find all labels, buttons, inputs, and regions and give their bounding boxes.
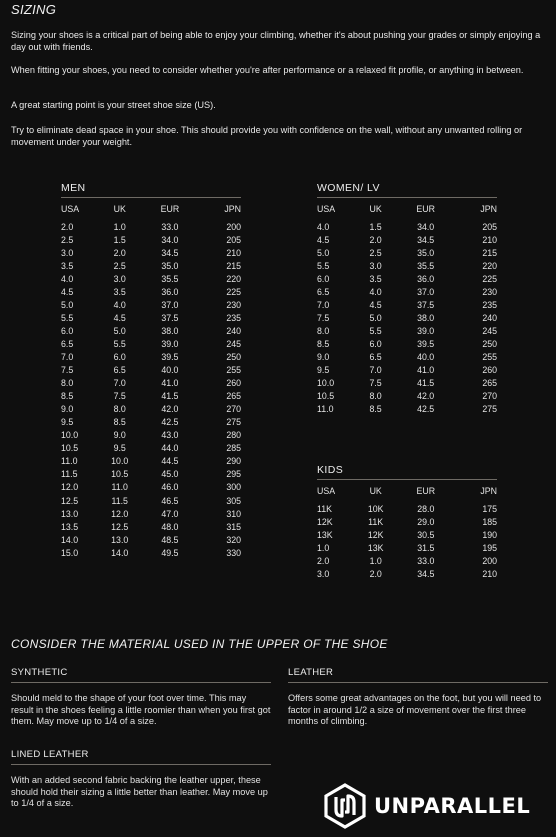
column-header: UK	[369, 204, 382, 214]
synthetic-divider	[11, 682, 271, 683]
table-cell: 5.0	[61, 299, 74, 310]
table-cell: 310	[226, 508, 241, 519]
brand-name: UNPARALLEL	[374, 794, 531, 818]
table-cell: 230	[482, 286, 497, 297]
women-size-section	[317, 182, 497, 416]
table-cell: 13K	[367, 542, 384, 553]
lined-leather-section	[11, 749, 271, 810]
table-cell: 39.5	[161, 351, 179, 362]
table-row	[61, 494, 241, 507]
table-row	[61, 546, 241, 559]
table-cell: 210	[226, 247, 241, 258]
table-cell: 30.5	[417, 529, 435, 540]
column-header: JPN	[480, 204, 497, 214]
table-cell: 255	[226, 365, 241, 376]
table-cell: 11.0	[111, 482, 128, 493]
table-cell: 265	[482, 378, 497, 389]
kids-size-table	[317, 480, 497, 580]
table-cell: 220	[226, 273, 241, 284]
table-cell: 280	[226, 430, 241, 441]
table-cell: 235	[482, 299, 497, 310]
sizing-paragraph-1: Sizing your shoes is a critical part of being able to enjoy your climbing, whether it's about pushing your grades or simply enjoying a day out with friends.	[11, 30, 541, 52]
men-table-title: MEN	[61, 182, 86, 194]
table-row	[317, 272, 497, 285]
table-cell: 11.0	[317, 404, 334, 415]
table-cell: 34.5	[417, 568, 435, 579]
table-row	[61, 429, 241, 442]
table-cell: 3.5	[113, 286, 126, 297]
table-cell: 12K	[367, 529, 384, 540]
table-cell: 37.0	[417, 286, 435, 297]
table-row	[61, 337, 241, 350]
column-header: UK	[113, 204, 126, 214]
table-cell: 7.5	[113, 391, 126, 402]
table-cell: 250	[226, 351, 241, 362]
table-cell: 305	[226, 495, 241, 506]
table-row	[317, 403, 497, 416]
table-cell: 3.0	[369, 260, 382, 271]
table-cell: 37.5	[161, 312, 179, 323]
table-cell: 14.0	[61, 534, 79, 545]
table-cell: 330	[226, 547, 241, 558]
table-cell: 12.5	[111, 521, 129, 532]
table-cell: 12.0	[111, 508, 129, 519]
table-cell: 46.0	[161, 482, 179, 493]
table-cell: 4.5	[369, 299, 382, 310]
synthetic-section	[11, 667, 271, 728]
table-cell: 34.0	[417, 221, 435, 232]
table-cell: 7.5	[61, 365, 74, 376]
table-row	[61, 481, 241, 494]
table-row	[317, 541, 497, 554]
table-cell: 2.0	[317, 555, 330, 566]
table-cell: 33.0	[417, 555, 435, 566]
table-cell: 13.5	[61, 521, 79, 532]
table-cell: 195	[482, 542, 497, 553]
column-header: USA	[61, 204, 80, 214]
table-cell: 10.0	[111, 456, 129, 467]
table-cell: 10.5	[111, 469, 129, 480]
table-cell: 2.0	[369, 234, 382, 245]
table-cell: 9.5	[61, 417, 74, 428]
table-cell: 225	[226, 286, 241, 297]
table-cell: 11.5	[61, 469, 78, 480]
table-cell: 10.5	[61, 443, 79, 454]
women-size-table	[317, 198, 497, 416]
table-cell: 205	[226, 234, 241, 245]
table-cell: 35.5	[161, 273, 179, 284]
table-cell: 9.0	[61, 404, 74, 415]
table-cell: 235	[226, 312, 241, 323]
table-row	[317, 377, 497, 390]
table-row	[61, 350, 241, 363]
table-cell: 275	[226, 417, 241, 428]
table-cell: 205	[482, 221, 497, 232]
table-cell: 8.0	[369, 391, 382, 402]
table-row	[61, 533, 241, 546]
table-cell: 40.0	[417, 351, 435, 362]
table-row	[61, 324, 241, 337]
table-cell: 245	[482, 325, 497, 336]
table-cell: 265	[226, 391, 241, 402]
table-cell: 10.0	[317, 378, 335, 389]
column-header: JPN	[480, 486, 497, 496]
table-cell: 200	[226, 221, 241, 232]
table-cell: 5.0	[369, 312, 382, 323]
table-cell: 6.0	[113, 351, 126, 362]
table-cell: 290	[226, 456, 241, 467]
table-cell: 295	[226, 469, 241, 480]
table-cell: 5.5	[317, 260, 330, 271]
table-row	[317, 246, 497, 259]
table-row	[317, 515, 497, 528]
unparallel-shield-logo-icon	[322, 783, 368, 829]
table-cell: 2.0	[369, 568, 382, 579]
table-cell: 12K	[317, 516, 333, 527]
table-row	[61, 272, 241, 285]
table-cell: 35.5	[417, 260, 435, 271]
column-header: EUR	[160, 204, 180, 214]
table-cell: 2.5	[369, 247, 382, 258]
table-row	[317, 337, 497, 350]
table-cell: 39.5	[417, 338, 435, 349]
table-cell: 2.0	[61, 221, 74, 232]
table-cell: 5.0	[113, 325, 126, 336]
table-cell: 4.5	[61, 286, 74, 297]
column-header: JPN	[224, 204, 241, 214]
table-cell: 37.5	[417, 299, 435, 310]
table-row	[317, 364, 497, 377]
synthetic-title: SYNTHETIC	[11, 667, 68, 678]
table-cell: 285	[226, 443, 241, 454]
table-row	[317, 233, 497, 246]
table-row	[61, 285, 241, 298]
table-cell: 4.0	[113, 299, 126, 310]
table-cell: 1.0	[369, 555, 382, 566]
table-cell: 43.0	[161, 430, 179, 441]
table-row	[61, 220, 241, 233]
table-cell: 6.0	[61, 325, 74, 336]
table-row	[317, 502, 497, 515]
column-header: EUR	[416, 486, 436, 496]
table-cell: 45.0	[161, 469, 179, 480]
table-cell: 36.0	[417, 273, 435, 284]
table-cell: 230	[226, 299, 241, 310]
table-cell: 4.5	[113, 312, 126, 323]
table-cell: 190	[482, 529, 497, 540]
table-cell: 48.0	[161, 521, 179, 532]
table-cell: 8.5	[317, 338, 330, 349]
table-cell: 6.5	[61, 338, 74, 349]
table-cell: 7.0	[317, 299, 330, 310]
sizing-paragraph-2: When fitting your shoes, you need to consider whether you're after performance or a relaxed fit profile, or anything in between.	[11, 65, 524, 75]
table-cell: 185	[482, 516, 497, 527]
table-row	[317, 350, 497, 363]
table-row	[317, 285, 497, 298]
table-row	[61, 233, 241, 246]
table-cell: 14.0	[111, 547, 129, 558]
table-row	[317, 311, 497, 324]
table-cell: 41.5	[417, 378, 435, 389]
table-cell: 8.5	[369, 404, 382, 415]
column-header: UK	[369, 486, 382, 496]
table-cell: 42.5	[417, 404, 435, 415]
leather-divider	[288, 682, 548, 683]
table-cell: 28.0	[417, 503, 435, 514]
table-cell: 11.5	[111, 495, 128, 506]
table-cell: 49.5	[161, 547, 179, 558]
material-heading: CONSIDER THE MATERIAL USED IN THE UPPER OF THE SHOE	[11, 637, 388, 651]
table-cell: 1.0	[113, 221, 126, 232]
table-cell: 6.0	[317, 273, 330, 284]
table-row	[61, 311, 241, 324]
table-cell: 15.0	[61, 547, 79, 558]
table-row	[61, 390, 241, 403]
table-cell: 8.5	[61, 391, 74, 402]
table-cell: 42.0	[417, 391, 435, 402]
table-cell: 245	[226, 338, 241, 349]
kids-table-title: KIDS	[317, 464, 344, 476]
table-cell: 40.0	[161, 365, 179, 376]
table-row	[61, 416, 241, 429]
table-cell: 250	[482, 338, 497, 349]
table-cell: 240	[226, 325, 241, 336]
table-cell: 39.0	[161, 338, 179, 349]
table-row	[317, 220, 497, 233]
table-cell: 6.5	[317, 286, 330, 297]
table-cell: 10.0	[61, 430, 79, 441]
table-cell: 12.0	[61, 482, 79, 493]
table-row	[317, 298, 497, 311]
table-cell: 260	[482, 365, 497, 376]
table-cell: 5.0	[317, 247, 330, 258]
sizing-title: SIZING	[11, 2, 57, 17]
table-cell: 2.5	[113, 260, 126, 271]
table-cell: 8.0	[317, 325, 330, 336]
table-cell: 220	[482, 260, 497, 271]
table-header-row	[317, 198, 497, 220]
table-cell: 210	[482, 568, 497, 579]
table-cell: 7.5	[369, 378, 382, 389]
table-cell: 7.0	[113, 378, 126, 389]
table-cell: 47.0	[161, 508, 179, 519]
table-cell: 215	[482, 247, 497, 258]
table-row	[317, 528, 497, 541]
table-cell: 31.5	[417, 542, 435, 553]
table-cell: 11K	[317, 503, 332, 514]
table-cell: 1.5	[369, 221, 382, 232]
table-cell: 35.0	[417, 247, 435, 258]
table-cell: 48.5	[161, 534, 179, 545]
leather-title: LEATHER	[288, 667, 334, 678]
table-cell: 270	[226, 404, 241, 415]
table-cell: 4.0	[369, 286, 382, 297]
table-cell: 39.0	[417, 325, 435, 336]
table-cell: 215	[226, 260, 241, 271]
table-cell: 175	[482, 503, 497, 514]
table-cell: 240	[482, 312, 497, 323]
table-row	[317, 390, 497, 403]
table-cell: 38.0	[417, 312, 435, 323]
table-cell: 9.5	[317, 365, 330, 376]
table-cell: 4.0	[317, 221, 330, 232]
men-size-section	[61, 182, 241, 559]
lined-leather-title: LINED LEATHER	[11, 749, 89, 760]
table-cell: 33.0	[161, 221, 179, 232]
leather-section	[288, 667, 548, 728]
table-cell: 37.0	[161, 299, 179, 310]
table-cell: 210	[482, 234, 497, 245]
table-row	[61, 455, 241, 468]
table-cell: 8.5	[113, 417, 126, 428]
table-row	[317, 259, 497, 272]
brand-logo	[322, 783, 530, 829]
column-header: USA	[317, 204, 336, 214]
table-cell: 13.0	[111, 534, 129, 545]
table-cell: 38.0	[161, 325, 179, 336]
table-cell: 11K	[368, 516, 384, 527]
table-cell: 1.0	[317, 542, 330, 553]
table-cell: 6.0	[369, 338, 382, 349]
table-row	[317, 554, 497, 567]
table-cell: 41.0	[417, 365, 435, 376]
table-cell: 13.0	[61, 508, 79, 519]
table-row	[61, 364, 241, 377]
table-cell: 5.5	[369, 325, 382, 336]
table-cell: 3.5	[369, 273, 382, 284]
table-cell: 2.0	[113, 247, 126, 258]
table-cell: 275	[482, 404, 497, 415]
women-table-title: WOMEN/ LV	[317, 182, 380, 194]
table-header-row	[317, 480, 497, 502]
synthetic-text: Should meld to the shape of your foot over time. This may result in the shoes feeling a little roomier than when you first got them. May move up to 1/4 of a size.	[11, 693, 271, 726]
table-cell: 1.5	[113, 234, 126, 245]
table-row	[317, 567, 497, 580]
sizing-paragraph-3: A great starting point is your street shoe size (US).	[11, 100, 216, 110]
table-cell: 320	[226, 534, 241, 545]
table-cell: 9.0	[113, 430, 126, 441]
table-cell: 6.5	[113, 365, 126, 376]
table-cell: 255	[482, 351, 497, 362]
table-cell: 35.0	[161, 260, 179, 271]
table-cell: 36.0	[161, 286, 179, 297]
lined-leather-divider	[11, 764, 271, 765]
table-cell: 4.5	[317, 234, 330, 245]
table-cell: 13K	[317, 529, 333, 540]
table-row	[61, 259, 241, 272]
table-cell: 7.0	[369, 365, 382, 376]
table-cell: 42.0	[161, 404, 179, 415]
table-cell: 34.0	[161, 234, 179, 245]
table-row	[61, 520, 241, 533]
table-cell: 3.0	[113, 273, 126, 284]
table-cell: 3.5	[61, 260, 74, 271]
table-cell: 34.5	[417, 234, 435, 245]
sizing-paragraph-4: Try to eliminate dead space in your shoe. This should provide you with confidence on the wall, without any unwanted rolling or movement under your weight.	[11, 125, 523, 147]
table-cell: 7.0	[61, 351, 74, 362]
table-cell: 46.5	[161, 495, 179, 506]
table-cell: 3.0	[61, 247, 74, 258]
table-row	[61, 468, 241, 481]
leather-text: Offers some great advantages on the foot, but you will need to factor in around 1/2 a size of movement over the first three months of climbing.	[288, 693, 542, 726]
table-row	[61, 298, 241, 311]
table-header-row	[61, 198, 241, 220]
table-cell: 260	[226, 378, 241, 389]
table-cell: 11.0	[61, 456, 78, 467]
table-cell: 225	[482, 273, 497, 284]
table-cell: 10K	[367, 503, 384, 514]
column-header: EUR	[416, 204, 435, 214]
table-cell: 270	[482, 391, 497, 402]
table-cell: 29.0	[417, 516, 435, 527]
table-row	[61, 403, 241, 416]
table-cell: 5.5	[113, 338, 126, 349]
table-cell: 44.5	[161, 456, 179, 467]
table-cell: 41.0	[161, 378, 179, 389]
table-cell: 34.5	[161, 247, 179, 258]
men-size-table	[61, 198, 241, 559]
lined-leather-text: With an added second fabric backing the leather upper, these should hold their sizing a little better than leather. May move up to 1/4 of a size.	[11, 775, 268, 808]
table-cell: 9.5	[113, 443, 126, 454]
table-row	[61, 377, 241, 390]
table-cell: 7.5	[317, 312, 330, 323]
kids-size-section	[317, 464, 497, 580]
table-cell: 6.5	[369, 351, 382, 362]
table-cell: 300	[226, 482, 241, 493]
table-cell: 200	[482, 555, 497, 566]
table-cell: 44.0	[161, 443, 179, 454]
table-cell: 41.5	[161, 391, 179, 402]
table-cell: 2.5	[61, 234, 74, 245]
table-row	[61, 507, 241, 520]
table-cell: 5.5	[61, 312, 74, 323]
table-cell: 8.0	[61, 378, 74, 389]
table-cell: 4.0	[61, 273, 74, 284]
table-cell: 10.5	[317, 391, 335, 402]
table-cell: 8.0	[113, 404, 126, 415]
table-cell: 9.0	[317, 351, 330, 362]
column-header: USA	[317, 486, 336, 496]
table-cell: 12.5	[61, 495, 79, 506]
table-row	[61, 246, 241, 259]
table-cell: 3.0	[317, 568, 330, 579]
table-cell: 42.5	[161, 417, 179, 428]
table-row	[317, 324, 497, 337]
table-cell: 315	[226, 521, 241, 532]
table-row	[61, 442, 241, 455]
